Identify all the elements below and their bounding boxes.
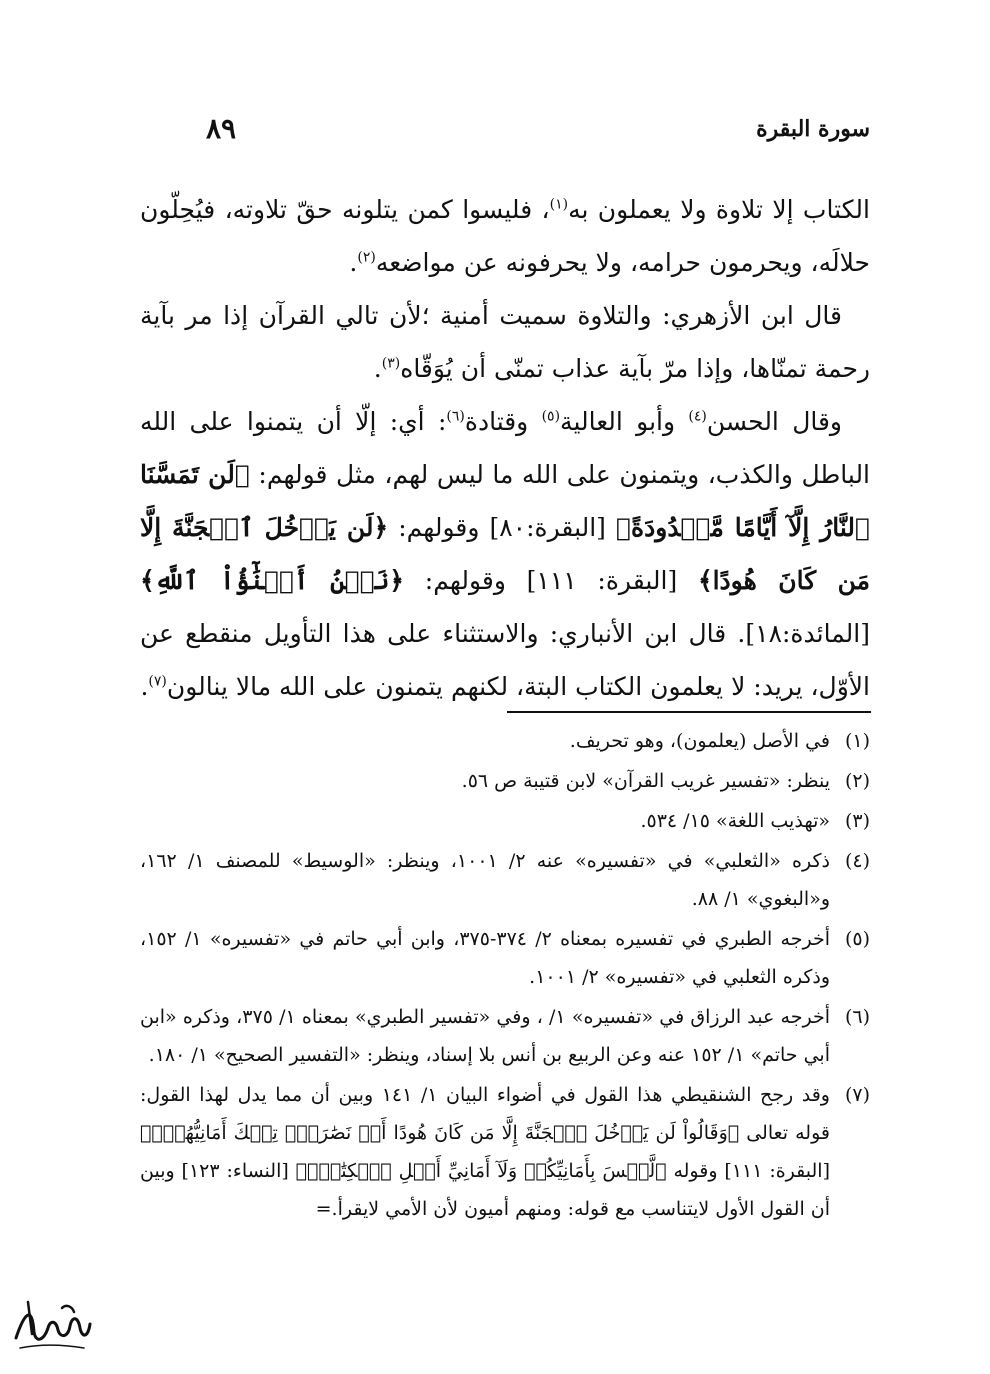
- footnote-number: (٧): [844, 1084, 870, 1106]
- footnote-ref-5: (٥): [541, 408, 561, 425]
- footnote-5: [140, 920, 870, 996]
- footnote-ref-2: (٢): [357, 249, 376, 266]
- surah-title: سورة البقرة: [756, 116, 870, 142]
- footnote-6: [140, 998, 870, 1074]
- footnote-number: (٢): [844, 770, 870, 792]
- footnote-1: [140, 722, 870, 760]
- footnote-4: [140, 842, 870, 918]
- text-run: ، فليسوا كمن يتلونه حقّ تلاوته، فيُحِلّون حلالَه، ويحرمون حرامه، ولا يحرفونه عن مواضعه: [140, 195, 870, 277]
- footnote-text: أخرجه الطبري في تفسيره بمعناه ٢/ ٣٧٤-٣٧٥، وابن أبي حاتم في «تفسيره» ١/ ١٥٢، وذكره الثعلبي في «تفسيره» ٢/ ١٠٠١.: [140, 928, 830, 988]
- footnote-ref-6: (٦): [446, 408, 465, 425]
- text-run: .: [140, 672, 149, 701]
- quran-quote: ﴿نَحۡنُ أَبۡنَٰٓؤُاْ ٱللَّهِ﴾: [140, 566, 405, 595]
- footnote-number: (٤): [844, 850, 870, 872]
- main-text: [140, 183, 870, 713]
- text-run: .: [349, 248, 358, 277]
- text-run: قال ابن الأزهري: والتلاوة سميت أمنية ؛لأن تالي القرآن إذا مر بآية رحمة تمنّاها، وإذا مرّ بآية عذاب تمنّى أن يُوَقّاه: [140, 301, 870, 383]
- footnote-text: ذكره «الثعلبي» في «تفسيره» عنه ٢/ ١٠٠١، وينظر: «الوسيط» للمصنف ١/ ١٦٢، و«البغوي» ١/ ٨٨.: [140, 850, 830, 910]
- footnote-ref-7: (٧): [148, 673, 167, 690]
- page-number: ٨٩: [206, 112, 237, 145]
- footnote-divider: [507, 711, 871, 713]
- footnote-number: (٦): [844, 1006, 870, 1028]
- paragraph-2: [140, 289, 870, 395]
- text-run: [البقرة: ١١١] وقولهم:: [404, 566, 698, 595]
- calligraphy-stroke: [20, 1345, 84, 1348]
- footnote-number: (١): [844, 730, 870, 752]
- watermark-logo: [10, 1294, 92, 1356]
- text-run: وقتادة: [464, 407, 542, 436]
- calligraphy-stroke: [16, 1315, 90, 1339]
- paragraph-3: [140, 395, 870, 713]
- footnote-number: (٥): [844, 928, 870, 950]
- footnote-text: «تهذيب اللغة» ١٥/ ٥٣٤.: [640, 810, 830, 832]
- page-header: [140, 112, 870, 156]
- footnote-7: [140, 1076, 870, 1228]
- footnote-text: وقد رجح الشنقيطي هذا القول في أضواء البيان ١/ ١٤١ وبين أن مما يدل لهذا القول: قوله تعالى ﴿وَقَالُواْ لَن يَدۡخُلَ ٱلۡجَنَّةَ إِلَّا مَن كَانَ هُودًا أَوۡ نَصَٰرَىٰۗ تِلۡكَ أَمَانِيُّهُمۡۗ﴾ [البقرة: ١١١] وقوله ﴿لَّيۡسَ بِأَمَانِيِّكُمۡ وَلَآ أَمَانِيِّ أَهۡلِ ٱلۡكِتَٰبِۗ﴾ [النساء: ١٢٣] وبين أن القول الأول لايتناسب مع قوله: ومنهم أميون لأن الأمي لايقرأ.=: [140, 1084, 830, 1220]
- footnote-ref-1: (١): [549, 196, 569, 213]
- footnotes: [140, 722, 870, 1230]
- footnote-text: ينظر: «تفسير غريب القرآن» لابن قتيبة ص ٥٦.: [461, 770, 830, 792]
- footnote-2: [140, 762, 870, 800]
- footnote-text: في الأصل (يعلمون)، وهو تحريف.: [569, 730, 830, 752]
- text-run: الكتاب إلا تلاوة ولا يعملون به: [568, 195, 870, 224]
- footnote-ref-4: (٤): [688, 408, 707, 425]
- paragraph-1: [140, 183, 870, 289]
- text-run: .: [373, 354, 382, 383]
- quran-quote: ﴿لَن تَمَسَّنَا ٱلنَّارُ إِلَّآ أَيَّامًا مَّعۡدُودَةً﴾: [140, 460, 870, 542]
- footnote-3: [140, 802, 870, 840]
- quran-quote: ﴿لَن يَدۡخُلَ ٱلۡجَنَّةَ إِلَّا مَن كَانَ هُودًا﴾: [140, 513, 870, 595]
- text-run: وقال الحسن: [706, 407, 842, 436]
- text-run: : أي: إلّا أن يتمنوا على الله الباطل والكذب، ويتمنون على الله ما ليس لهم، مثل قولهم:: [140, 407, 871, 489]
- text-run: [البقرة:٨٠] وقولهم:: [388, 513, 617, 542]
- footnote-text: أخرجه عبد الرزاق في «تفسيره» ١/ ، وفي «تفسير الطبري» بمعناه ١/ ٣٧٥، وذكره «ابن أبي حاتم» ١/ ١٥٢ عنه وعن الربيع بن أنس بلا إسناد، وينظر: «التفسير الصحيح» ١/ ١٨٠.: [140, 1006, 830, 1066]
- footnote-number: (٣): [844, 810, 870, 832]
- text-run: وأبو العالية: [560, 407, 689, 436]
- footnote-ref-3: (٣): [381, 355, 401, 372]
- text-run: [المائدة:١٨]. قال ابن الأنباري: والاستثناء على هذا التأويل منقطع عن الأوّل، يريد: لا يعلمون الكتاب البتة، لكنهم يتمنون على الله مالا ينالون: [140, 619, 870, 701]
